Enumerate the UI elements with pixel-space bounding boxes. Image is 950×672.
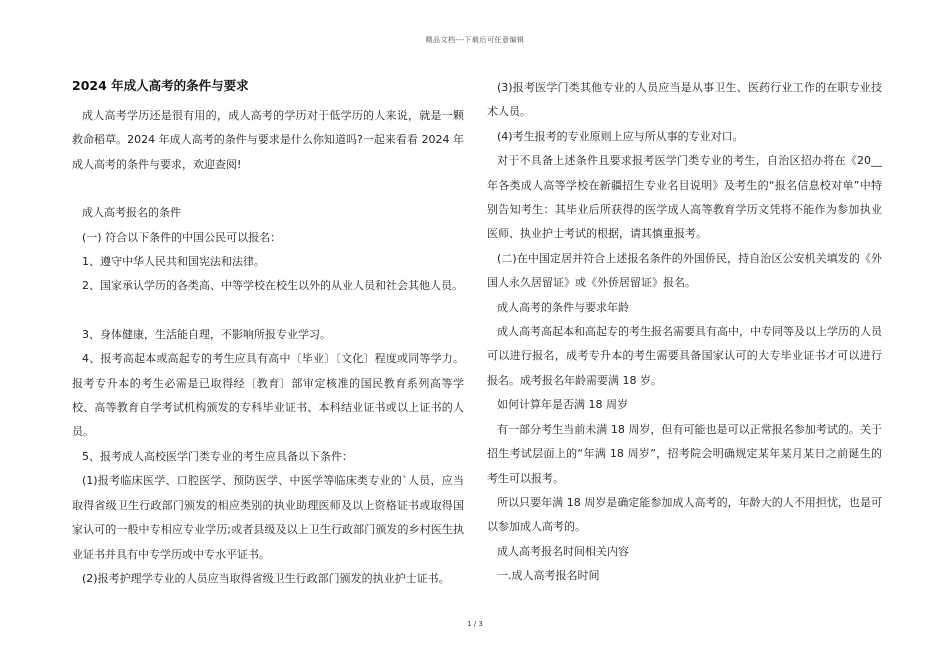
paragraph: 2、国家承认学历的各类高、中等学校在校生以外的从业人员和社会其他人员。 bbox=[82, 279, 463, 293]
right-column-body bbox=[487, 76, 882, 589]
left-column bbox=[72, 78, 464, 591]
right-column bbox=[487, 76, 882, 589]
paragraph: 5、报考成人高校医学门类专业的考生应具备以下条件： bbox=[82, 449, 353, 463]
paragraph: (4)考生报考的专业原则上应与所从事的专业对口。 bbox=[497, 129, 744, 143]
paragraph: (一) 符合以下条件的中国公民可以报名： bbox=[82, 230, 282, 244]
document-title: 2024 年成人高考的条件与要求 bbox=[72, 78, 249, 93]
page-number: 1 / 3 bbox=[467, 620, 483, 628]
paragraph: (3)报考医学门类其他专业的人员应当是从事卫生、医药行业工作的在职专业技术人员。 bbox=[487, 81, 882, 119]
paragraph: 3、身体健康，生活能自理，不影响所报专业学习。 bbox=[82, 327, 331, 341]
paragraph-spacer bbox=[72, 299, 464, 323]
paragraph: 一.成人高考报名时间 bbox=[497, 569, 600, 583]
paragraph: (1)报考临床医学、口腔医学、预防医学、中医学等临床类专业的`人员，应当取得省级卫生行政部门颁发的相应类别的执业助理医师及以上资格证书或取得国家认可的一般中专相应专业学历;或者县级及以上卫生行政部门颁发的乡村医生执业证书并具有中专学历或中专水平证书。 bbox=[72, 474, 464, 561]
paragraph: 成人高考报名时间相关内容 bbox=[497, 544, 629, 558]
paragraph: 成人高考高起本和高起专的考生报名需要具有高中，中专同等及以上学历的人员可以进行报名，成考专升本的考生需要具备国家认可的大专毕业证书才可以进行报名。成考报名年龄需要满 18 岁。 bbox=[487, 325, 882, 387]
page-header: 精品文档---下载后可任意编辑 bbox=[425, 36, 525, 44]
paragraph: 成人高考报名的条件 bbox=[82, 206, 181, 220]
paragraph: 有一部分考生当前未满 18 周岁，但有可能也是可以正常报名参加考试的。关于招生考试层面上的“年满 18 周岁”，招考院会明确规定某年某月某日之前诞生的考生可以报考。 bbox=[487, 422, 882, 485]
paragraph: (2)报考护理学专业的人员应当取得省级卫生行政部门颁发的执业护士证书。 bbox=[82, 571, 450, 585]
paragraph: 成人高考的条件与要求年龄 bbox=[497, 300, 629, 314]
paragraph: 4、报考高起本或高起专的考生应具有高中〔毕业〕〔文化〕程度或同等学力。报考专升本的考生必需是已取得经〔教育〕部审定核准的国民教育系列高等学校、高等教育自学考试机构颁发的专科毕业证书、本科结业证书或以上证书的人员。 bbox=[72, 352, 464, 439]
paragraph: 1、遵守中华人民共和国宪法和法律。 bbox=[82, 255, 265, 269]
left-column-body bbox=[72, 104, 464, 591]
paragraph: 所以只要年满 18 周岁是确定能参加成人高考的，年龄大的人不用担忧，也是可以参加成人高考的。 bbox=[487, 495, 882, 534]
paragraph: (二)在中国定居并符合上述报名条件的外国侨民，持自治区公安机关填发的《外国人永久居留证》或《外侨居留证》报名。 bbox=[487, 251, 882, 290]
paragraph: 如何计算年是否满 18 周岁 bbox=[497, 398, 628, 412]
paragraph: 成人高考学历还是很有用的，成人高考的学历对于低学历的人来说，就是一颗救命稻草。2024 年成人高考的条件与要求是什么你知道吗?一起来看看 2024 年成人高考的条件与要求，欢迎查阅! bbox=[72, 109, 464, 171]
paragraph: 对于不具备上述条件且要求报考医学门类专业的考生，自治区招办将在《20__年各类成人高等学校在新疆招生专业名目说明》及考生的“报名信息校对单”中特别告知考生：其毕业后所获得的医学成人高等教育学历文凭将不能作为参加执业医师、执业护士考试的根据，请其慎重报考。 bbox=[487, 154, 882, 241]
paragraph-spacer bbox=[72, 177, 464, 201]
